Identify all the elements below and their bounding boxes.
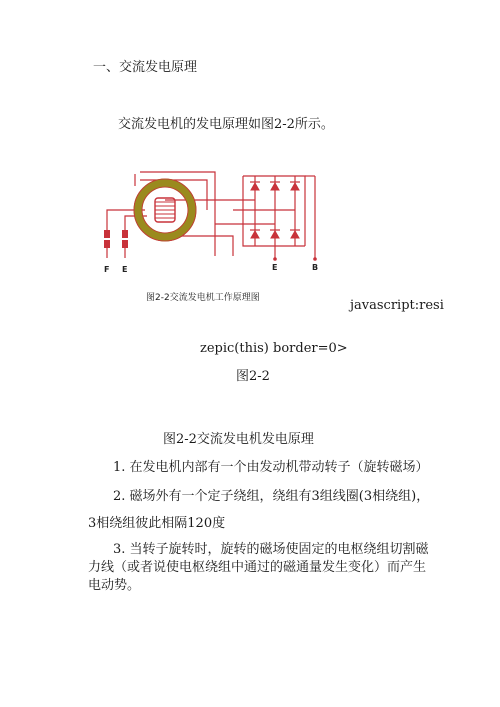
broken-image-text: javascript:resi [350,298,444,313]
paragraph: 2. 磁场外有一个定子绕组，绕组有3组线圈(3相绕组)， [113,489,430,504]
alternator-diagram [95,166,325,281]
terminal-label-f: F [104,265,110,274]
broken-image-text: zepic(this) border=0> [200,341,348,356]
paragraph-line: 力线（或者说使电枢绕组中通过的磁通量发生变化）而产生 [88,560,427,575]
section-title: 一、交流发电原理 [93,60,198,75]
paragraph-3 [88,541,433,595]
rotor-coil [155,198,175,222]
figure-label: 图2-2 [236,369,270,384]
paragraph-line: 电动势。 [88,578,141,593]
figure-title: 图2-2交流发电机发电原理 [163,432,314,447]
terminal-label-b: B [312,263,319,272]
paragraph: 3相绕组彼此相隔120度 [88,516,226,531]
terminal-label-e-output: E [272,263,278,272]
brush-terminals [103,230,317,261]
paragraph-line: 3. 当转子旋转时，旋转的磁场使固定的电枢绕组切割磁 [113,542,429,557]
intro-paragraph: 交流发电机的发电原理如图2-2所示。 [118,117,334,132]
figure-caption: 图2-2交流发电机工作原理图 [146,293,260,303]
paragraph: 1. 在发电机内部有一个由发动机带动转子（旋转磁场） [113,460,429,475]
terminal-label-e: E [122,265,128,274]
